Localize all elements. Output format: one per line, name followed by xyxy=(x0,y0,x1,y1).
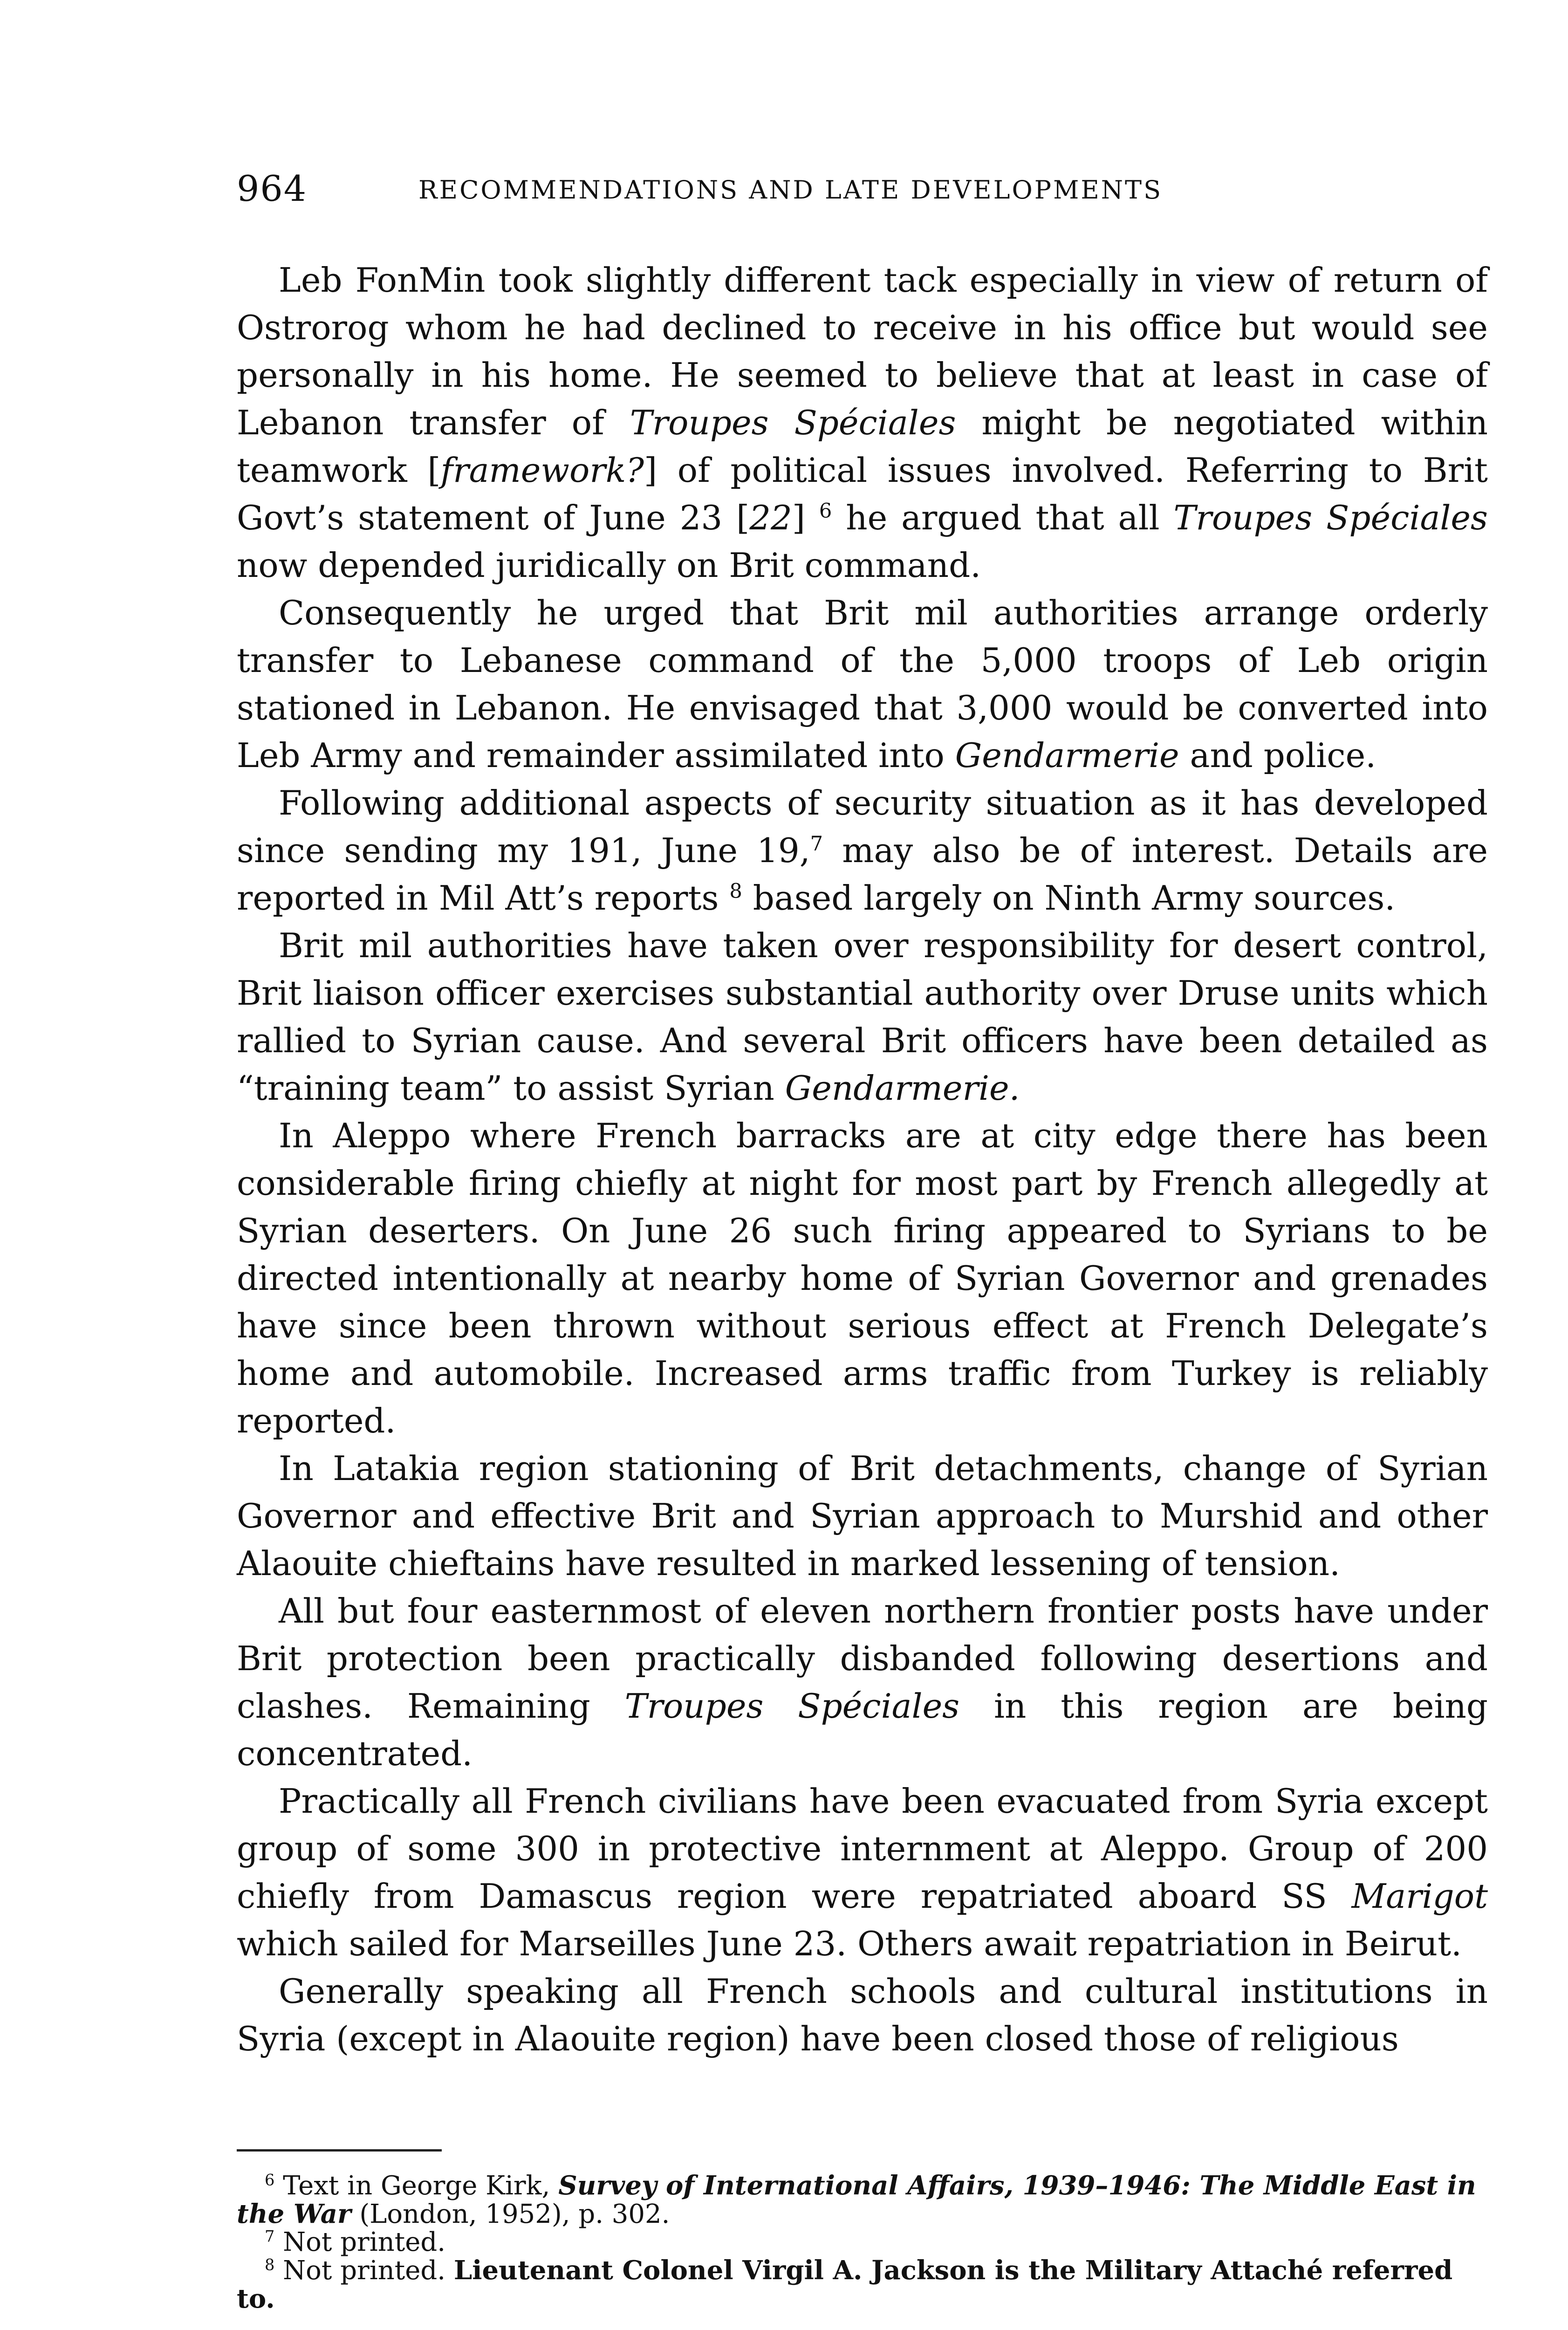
paragraph: Leb FonMin took slightly different tack especially in view of return of Ostrorog whom he had declined to receive in his office but would see personally in his home. He seemed to believe that at least in case of Lebanon transfer of Troupes Spéciales might be negotiated within teamwork [framework?] of political issues involved. Referring to Brit Govt’s statement of June 23 [22] $^6$ he argued that all Troupes Spéciales now depended juridically on Brit command. xyxy=(237,260,1488,585)
footnote: $^7$ Not printed. xyxy=(265,2227,446,2257)
paragraph: Consequently he urged that Brit mil authorities arrange orderly transfer to Lebanese command of the 5,000 troops of Leb origin stationed in Lebanon. He envisaged that 3,000 would be converted into Leb Army and remainder assimilated into Gendarmerie and police. xyxy=(237,593,1488,775)
paragraph: Generally speaking all French schools and cultural institutions in Syria (except in Alaouite region) have been closed those of religious xyxy=(237,1972,1488,2058)
paragraph: Practically all French civilians have been evacuated from Syria except group of some 300 in protective internment at Aleppo. Group of 200 chiefly from Damascus region were repatriated aboard SS Marigot which sailed for Marseilles June 23. Others await repatriation in Beirut. xyxy=(237,1782,1488,1963)
paragraph: Brit mil authorities have taken over responsibility for desert control, Brit liaison officer exercises substantial authority over Druse units which rallied to Syrian cause. And several Brit officers have been detailed as “training team” to assist Syrian Gendarmerie. xyxy=(237,926,1488,1108)
paragraph: Following additional aspects of security situation as it has developed since sending my 191, June 19,$^7$ may also be of interest. Details are reported in Mil Att’s reports $^8$ based largely on Ninth Army sources. xyxy=(237,783,1488,918)
paragraph: In Aleppo where French barracks are at city edge there has been considerable firing chiefly at night for most part by French allegedly at Syrian deserters. On June 26 such firing appeared to Syrians to be directed intentionally at nearby home of Syrian Governor and grenades have since been thrown without serious effect at French Delegate’s home and automobile. Increased arms traffic from Turkey is reliably reported. xyxy=(237,1116,1488,1440)
body-text xyxy=(237,256,1488,2063)
page-number: 964 xyxy=(237,168,308,209)
footnote-divider xyxy=(237,2149,442,2152)
footnotes xyxy=(237,2172,1488,2313)
page-header xyxy=(237,168,1341,210)
footnote-ref: 8 xyxy=(729,880,742,903)
footnote: $^8$ Not printed. Lieutenant Colonel Virgil A. Jackson is the Military Attaché referred to. xyxy=(237,2255,1453,2314)
paragraph: In Latakia region stationing of Brit detachments, change of Syrian Governor and effective Brit and Syrian approach to Murshid and other Alaouite chieftains have resulted in marked lessening of tension. xyxy=(237,1449,1488,1583)
paragraph: All but four easternmost of eleven northern frontier posts have under Brit protection been practically disbanded following desertions and clashes. Remaining Troupes Spéciales in this region are being concentrated. xyxy=(237,1591,1488,1773)
running-head: RECOMMENDATIONS AND LATE DEVELOPMENTS xyxy=(418,175,1163,205)
footnote-ref: 6 xyxy=(819,500,832,523)
footnote-ref: 7 xyxy=(810,832,823,856)
footnote: $^6$ Text in George Kirk, Survey of International Affairs, 1939–1946: The Middle East in the War (London, 1952), p. 302. xyxy=(237,2170,1476,2229)
